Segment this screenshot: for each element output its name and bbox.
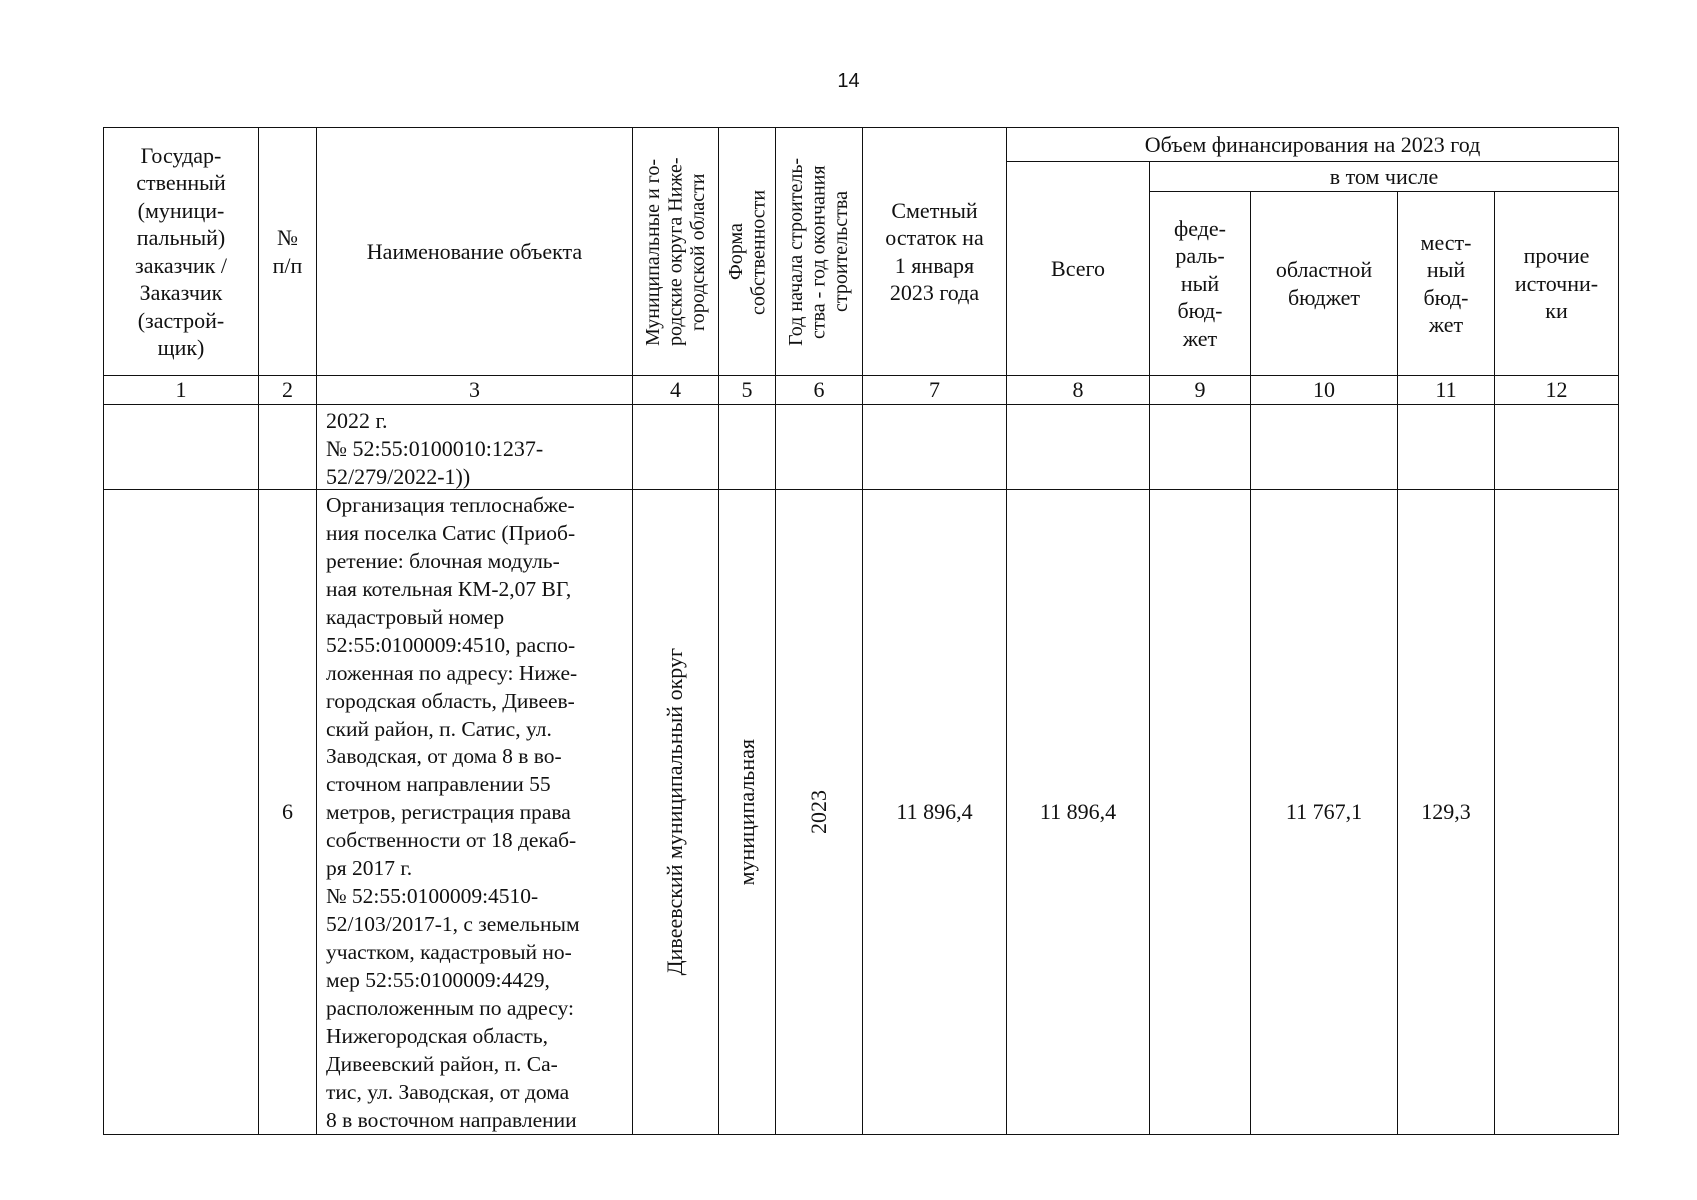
row1-number (258, 404, 317, 490)
column-number-4: 4 (632, 375, 719, 405)
row2-years-text: 2023 (805, 790, 831, 834)
row1-local (1397, 404, 1495, 490)
row1-estimate (862, 404, 1007, 490)
header-ownership (718, 127, 776, 376)
header-including: в том числе (1149, 161, 1619, 192)
row1-total (1006, 404, 1150, 490)
page-number: 14 (837, 70, 860, 92)
row2-customer (103, 489, 259, 1135)
row1-federal (1149, 404, 1251, 490)
row2-district-text: Дивеевский муниципальный округ (662, 648, 688, 976)
column-number-11: 11 (1397, 375, 1495, 405)
header-district-text: Муниципальные и го- родские округа Ниже- городской области (641, 157, 709, 346)
header-regional: областной бюджет (1250, 191, 1398, 376)
header-object-name: Наименование объекта (316, 127, 633, 376)
row1-customer (103, 404, 259, 490)
column-number-12: 12 (1494, 375, 1619, 405)
row2-local: 129,3 (1397, 489, 1495, 1135)
header-total: Всего (1006, 161, 1150, 376)
header-customer: Государ- ственный (муници- пальный) заказчик / Заказчик (застрой- щик) (103, 127, 259, 376)
header-financing-group: Объем финансирования на 2023 год (1006, 127, 1619, 162)
row2-estimate: 11 896,4 (862, 489, 1007, 1135)
column-number-3: 3 (316, 375, 633, 405)
row2-years (775, 489, 863, 1135)
column-number-5: 5 (718, 375, 776, 405)
header-other: прочие источни- ки (1494, 191, 1619, 376)
header-years (775, 127, 863, 376)
column-number-2: 2 (258, 375, 317, 405)
column-number-8: 8 (1006, 375, 1150, 405)
row1-years (775, 404, 863, 490)
row2-federal (1149, 489, 1251, 1135)
row2-object-name: Организация теплоснабже- ния поселка Сатис (Приоб- ретение: блочная модуль- ная котельная КМ-2,07 ВГ, кадастровый номер 52:55:0100009:4510, распо- ложенная по адресу: Ниже- городская область, Дивеев- ский район, п. Сатис, ул. Заводская, от дома 8 в во- сточном направлении 55 метров, регистрация права собственности от 18 декаб- ря 2017 г. № 52:55:0100009:4510- 52/103/2017-1, с земельным участком, кадастровый но- мер 52:55:0100009:4429, расположенным по адресу: Нижегородская область, Дивеевский район, п. Са- тис, ул. Заводская, от дома 8 в восточном направлении (316, 489, 633, 1135)
header-federal: феде- раль- ный бюд- жет (1149, 191, 1251, 376)
row1-regional (1250, 404, 1398, 490)
header-local: мест- ный бюд- жет (1397, 191, 1495, 376)
row2-district (632, 489, 719, 1135)
row2-number: 6 (258, 489, 317, 1135)
row2-total: 11 896,4 (1006, 489, 1150, 1135)
column-number-10: 10 (1250, 375, 1398, 405)
row1-other (1494, 404, 1619, 490)
column-number-6: 6 (775, 375, 863, 405)
column-number-1: 1 (103, 375, 259, 405)
row2-other (1494, 489, 1619, 1135)
header-estimate: Сметный остаток на 1 января 2023 года (862, 127, 1007, 376)
column-number-9: 9 (1149, 375, 1251, 405)
row2-ownership-text: муниципальная (733, 738, 759, 886)
row2-regional: 11 767,1 (1250, 489, 1398, 1135)
row1-district (632, 404, 719, 490)
header-ownership-text: Форма собственности (724, 188, 769, 315)
row1-ownership (718, 404, 776, 490)
header-district (632, 127, 719, 376)
column-number-7: 7 (862, 375, 1007, 405)
header-number: № п/п (258, 127, 317, 376)
row2-ownership (718, 489, 776, 1135)
row1-object-name: 2022 г. № 52:55:0100010:1237- 52/279/2022-1)) (316, 404, 633, 490)
header-years-text: Год начала строитель- ства - год окончания строительства (785, 157, 853, 346)
